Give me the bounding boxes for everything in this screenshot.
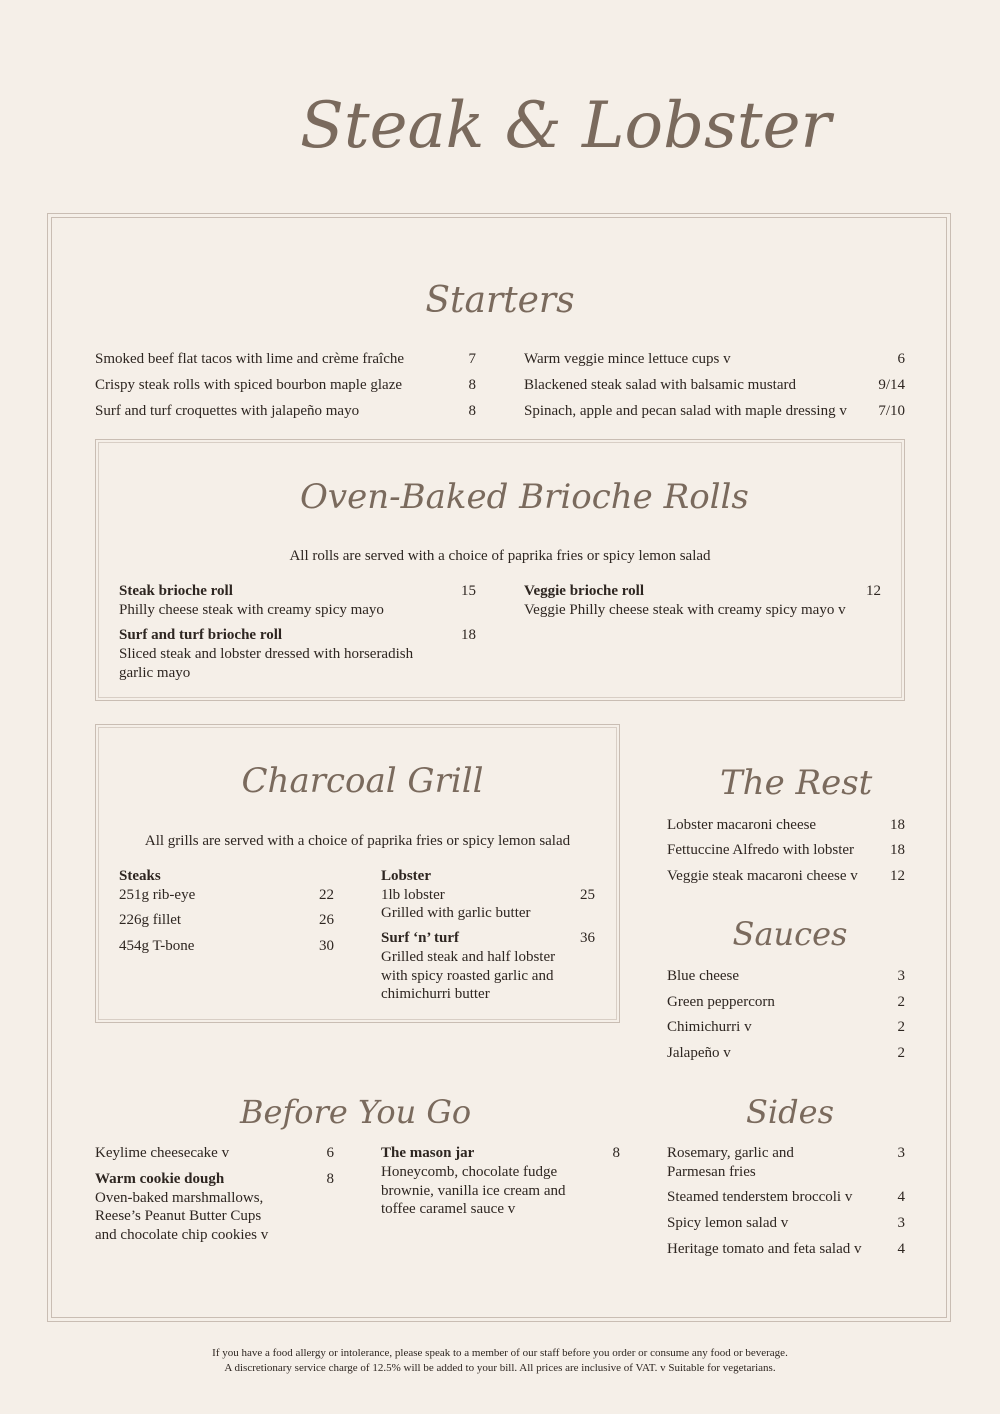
- sauce-price: 2: [897, 1045, 905, 1061]
- starter-price: 7/10: [878, 403, 905, 419]
- steak-item: 251g rib-eye: [119, 887, 196, 903]
- roll-desc: garlic mayo: [119, 665, 191, 681]
- restaurant-title: Steak & Lobster: [300, 89, 832, 163]
- roll-price: 12: [866, 583, 881, 599]
- roll-desc: Veggie Philly cheese steak with creamy spicy mayo v: [524, 602, 846, 618]
- side-price: 4: [897, 1241, 905, 1257]
- steak-item: 454g T-bone: [119, 938, 195, 954]
- roll-name: Surf and turf brioche roll: [119, 627, 283, 643]
- steak-price: 26: [319, 912, 334, 928]
- starter-item: Spinach, apple and pecan salad with maple dressing v: [524, 403, 847, 419]
- steak-price: 30: [319, 938, 334, 954]
- roll-price: 15: [461, 583, 476, 599]
- surf-turf-desc: Grilled steak and half lobster: [381, 949, 556, 965]
- sauce-price: 2: [897, 1019, 905, 1035]
- rest-item: Lobster macaroni cheese: [667, 817, 817, 833]
- side-item: Parmesan fries: [667, 1164, 756, 1180]
- sauce-price: 3: [897, 968, 905, 984]
- surf-turf-price: 36: [580, 930, 595, 946]
- surf-turf-desc: with spicy roasted garlic and: [381, 968, 554, 984]
- roll-price: 18: [461, 627, 476, 643]
- dessert-price: 6: [326, 1145, 334, 1161]
- sauce-price: 2: [897, 994, 905, 1010]
- dessert-desc: Reese’s Peanut Butter Cups: [95, 1208, 262, 1224]
- sauce-item: Chimichurri v: [667, 1019, 752, 1035]
- steak-price: 22: [319, 887, 334, 903]
- steak-item: 226g fillet: [119, 912, 182, 928]
- starter-price: 8: [468, 377, 476, 393]
- sauce-item: Green peppercorn: [667, 994, 775, 1010]
- roll-desc: Sliced steak and lobster dressed with horseradish: [119, 646, 414, 662]
- grill-heading: Charcoal Grill: [241, 761, 484, 801]
- sauce-item: Blue cheese: [667, 968, 740, 984]
- rest-price: 18: [890, 817, 905, 833]
- starter-price: 8: [468, 403, 476, 419]
- desserts-heading: Before You Go: [240, 1093, 472, 1131]
- dessert-desc: toffee caramel sauce v: [381, 1201, 516, 1217]
- dessert-price: 8: [612, 1145, 620, 1161]
- starter-item: Warm veggie mince lettuce cups v: [524, 351, 731, 367]
- side-item: Rosemary, garlic and: [667, 1145, 794, 1161]
- side-item: Steamed tenderstem broccoli v: [667, 1189, 853, 1205]
- starter-price: 9/14: [878, 377, 905, 393]
- starter-price: 7: [468, 351, 476, 367]
- service-charge-notice: A discretionary service charge of 12.5% will be added to your bill. All prices are inclusive of VAT. v Suitable for vegetarians.: [224, 1362, 776, 1374]
- roll-name: Steak brioche roll: [119, 583, 233, 599]
- surf-turf-name: Surf ‘n’ turf: [381, 930, 460, 946]
- rolls-heading: Oven-Baked Brioche Rolls: [300, 477, 749, 517]
- roll-name: Veggie brioche roll: [524, 583, 644, 599]
- dessert-desc: brownie, vanilla ice cream and: [381, 1183, 566, 1199]
- rest-item: Veggie steak macaroni cheese v: [667, 868, 858, 884]
- side-price: 4: [897, 1189, 905, 1205]
- sides-heading: Sides: [746, 1093, 834, 1131]
- steaks-heading: Steaks: [119, 868, 161, 884]
- starter-item: Crispy steak rolls with spiced bourbon maple glaze: [95, 377, 403, 393]
- side-price: 3: [897, 1215, 905, 1231]
- allergy-notice: If you have a food allergy or intolerance, please speak to a member of our staff before you order or consume any food or beverage.: [212, 1347, 788, 1359]
- starters-heading: Starters: [425, 280, 575, 321]
- dessert-desc: Oven-baked marshmallows,: [95, 1190, 264, 1206]
- sauces-heading: Sauces: [732, 915, 848, 953]
- sauce-item: Jalapeño v: [667, 1045, 731, 1061]
- dessert-desc: and chocolate chip cookies v: [95, 1227, 269, 1243]
- roll-desc: Philly cheese steak with creamy spicy mayo: [119, 602, 384, 618]
- starter-price: 6: [897, 351, 905, 367]
- side-item: Heritage tomato and feta salad v: [667, 1241, 862, 1257]
- starter-item: Surf and turf croquettes with jalapeño mayo: [95, 403, 360, 419]
- rest-item: Fettuccine Alfredo with lobster: [667, 842, 855, 858]
- rolls-note: All rolls are served with a choice of paprika fries or spicy lemon salad: [289, 548, 711, 564]
- dessert-item: Keylime cheesecake v: [95, 1145, 230, 1161]
- lobster-heading: Lobster: [381, 868, 431, 884]
- dessert-item: Warm cookie dough: [95, 1171, 225, 1187]
- lobster-price: 25: [580, 887, 595, 903]
- dessert-desc: Honeycomb, chocolate fudge: [381, 1164, 558, 1180]
- surf-turf-desc: chimichurri butter: [381, 986, 490, 1002]
- dessert-price: 8: [326, 1171, 334, 1187]
- lobster-item: 1lb lobster: [381, 887, 445, 903]
- grill-note: All grills are served with a choice of paprika fries or spicy lemon salad: [144, 833, 571, 849]
- rest-price: 18: [890, 842, 905, 858]
- starter-item: Blackened steak salad with balsamic mustard: [524, 377, 796, 393]
- dessert-item: The mason jar: [381, 1145, 475, 1161]
- rest-heading: The Rest: [720, 763, 873, 803]
- lobster-desc: Grilled with garlic butter: [381, 905, 531, 921]
- side-price: 3: [897, 1145, 905, 1161]
- starter-item: Smoked beef flat tacos with lime and crème fraîche: [95, 351, 405, 367]
- rest-price: 12: [890, 868, 905, 884]
- side-item: Spicy lemon salad v: [667, 1215, 789, 1231]
